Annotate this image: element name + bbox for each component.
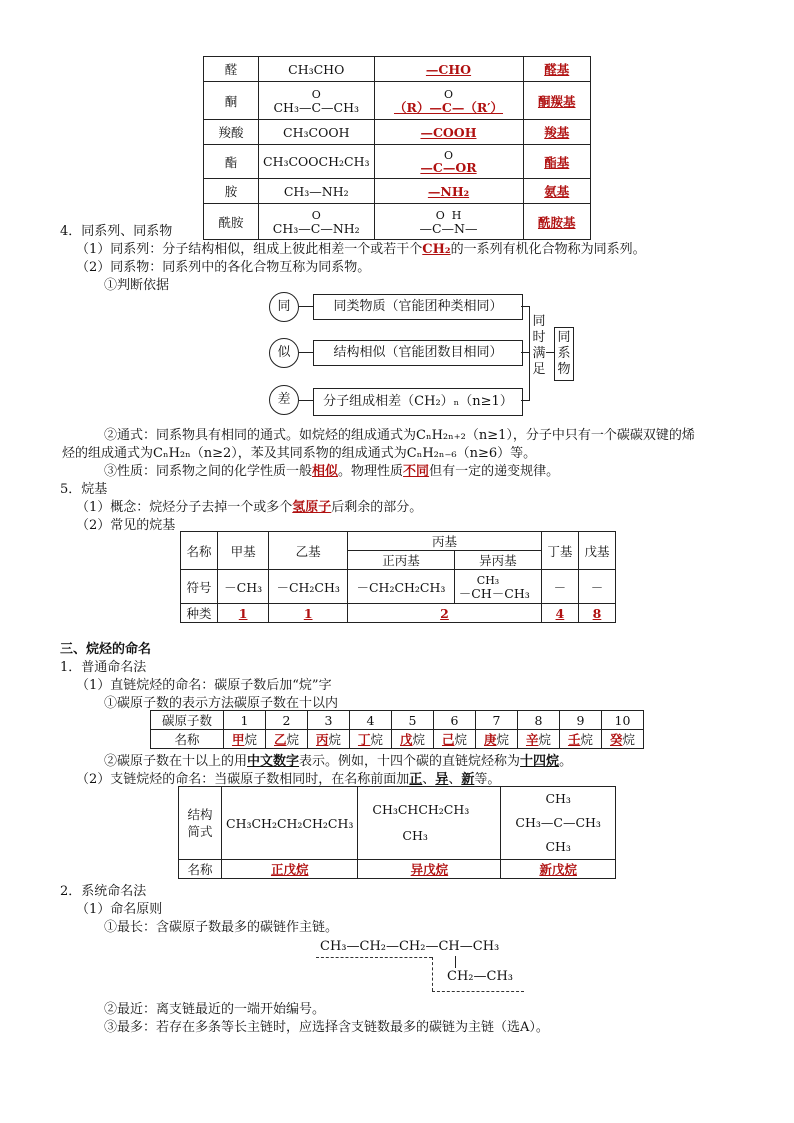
header: 丙基 [348,532,542,551]
example-main: CH₃—C—CH₃ [273,99,360,115]
paragraph: （2）常见的烷基 [76,518,176,533]
formula: CH₃—C—CH₃ [515,815,601,830]
suffix: 烷 [328,732,342,747]
answer: 相似 [312,464,339,479]
subsection-title: 2．系统命名法 [60,884,147,899]
answer: 异 [435,772,449,787]
group-name: 酮羰基 [523,82,591,120]
cell: － [578,570,615,604]
table-row [204,145,591,179]
group: —COOH [374,120,523,145]
text: ②碳原子数在十以上的用 [104,754,248,769]
paragraph: （2）同系物：同系列中的各化合物互称为同系物。 [76,260,371,275]
cell: 异戊烷 [358,860,501,879]
prefix: 甲 [231,732,245,747]
cell: －CH₃ [218,570,269,604]
group: —CHO [374,57,523,82]
example: CH₃COOH [259,120,375,145]
suffix: 烷 [622,732,636,747]
prefix: 乙 [273,732,287,747]
table-row [151,730,644,749]
text: 表示。例如，十四个碳的直链烷烃称为 [299,754,521,769]
text: （1）同系列：分子结构相似，组成上彼此相差一个或若干个 [76,242,423,257]
branch: CH₂—CH₃ [447,969,513,984]
carbon-number: 3 [308,711,350,730]
circle-diff: 差 [269,385,299,415]
answer: 不同 [403,464,430,479]
cell: 新戊烷 [501,860,616,879]
group-name: 醛基 [523,57,591,82]
group-name: 酰胺基 [523,204,591,240]
class-name: 酰胺 [204,204,259,240]
prefix: 戊 [399,732,413,747]
suffix: 烷 [454,732,468,747]
cell [454,570,541,604]
char: 同 [557,330,571,345]
suffix: 烷 [244,732,258,747]
prefix: 丁 [357,732,371,747]
class-name: 羧酸 [204,120,259,145]
cell: 8 [578,604,615,623]
connector [521,400,529,401]
cell: 2 [348,604,542,623]
class-name: 酯 [204,145,259,179]
group-name: 氨基 [523,179,591,204]
paragraph: ②最近：离支链最近的一端开始编号。 [104,1002,326,1017]
table-row [204,57,591,82]
criterion-box: 分子组成相差（CH₂）ₙ（n≥1） [313,388,523,416]
answer: 中文数字 [247,754,300,769]
alkane-name [224,730,266,749]
paragraph [76,496,422,515]
suffix: 烷 [286,732,300,747]
suffix: 烷 [580,732,594,747]
prefix: 癸 [609,732,623,747]
formula: －CH－CH₃ [458,585,530,601]
class-name: 醛 [204,57,259,82]
header: 异丙基 [454,551,541,570]
table-row [204,82,591,120]
circle-same: 同 [269,292,299,322]
class-name: 胺 [204,179,259,204]
group: —NH₂ [374,179,523,204]
char: 满 [532,346,546,361]
carbon-number: 4 [350,711,392,730]
example-main: CH₃—C—NH₂ [272,220,360,236]
substituent: CH₃ [476,573,500,587]
bond [455,956,456,968]
part-title: 三、烷烃的命名 [60,642,152,657]
group-name: 羧基 [523,120,591,145]
main-chain: CH₃—CH₂—CH₂—CH—CH₃ [320,939,500,954]
connector [299,352,313,353]
cell: 4 [541,604,578,623]
paragraph [76,238,646,257]
paragraph [104,750,572,769]
circle-similar: 似 [269,338,299,368]
alkane-name [266,730,308,749]
carbon-number: 9 [560,711,602,730]
char: 足 [532,362,546,377]
header: 甲基 [218,532,269,570]
paragraph: （1）直链烷烃的命名：碳原子数后加“烷”字 [76,678,332,693]
header: 碳原子数 [151,711,224,730]
header: 正丙基 [348,551,455,570]
group-top: O [443,87,454,101]
text: 的一系列有机化合物称为同系列。 [450,242,646,257]
text: 、 [448,772,462,787]
alkane-name [434,730,476,749]
connector [521,352,529,353]
alkane-name [560,730,602,749]
cell: 正戊烷 [222,860,358,879]
section-title: 4．同系列、同系物 [60,224,173,239]
paragraph: ③最多：若存在多条等长主链时，应选择含支链数最多的碳链为主链（选A）。 [104,1020,549,1035]
char: 系 [557,346,571,361]
row-label: 种类 [181,604,218,623]
carbon-number: 1 [224,711,266,730]
char: 时 [532,330,546,345]
header: 丁基 [541,532,578,570]
example [259,204,375,240]
substituent: CH₃ [402,828,428,843]
row-label: 符号 [181,570,218,604]
table-row [204,204,591,240]
class-name: 酮 [204,82,259,120]
alkane-name [518,730,560,749]
paragraph: ①最长：含碳原子数最多的碳链作主链。 [104,920,339,935]
alkane-name [476,730,518,749]
text: 、 [422,772,436,787]
prefix: 丙 [315,732,329,747]
cell: CH₃CH₂CH₂CH₂CH₃ [222,787,358,860]
group-top: O [443,148,454,162]
subsection-title: 1．普通命名法 [60,660,147,675]
connector [521,306,529,307]
table-row [179,787,616,860]
connector [299,306,313,307]
cell [501,787,616,860]
answer: CH₂ [422,242,451,257]
prefix: 辛 [525,732,539,747]
dashed-outline [316,957,432,958]
paragraph: ①碳原子数的表示方法碳原子数在十以内 [104,696,339,711]
paragraph: ②通式：同系物具有相同的通式。如烷烃的组成通式为CₙH₂ₙ₊₂（n≥1），分子中只有一个碳碳双键的烯 [104,428,695,443]
table-row [179,860,616,879]
dashed-outline [432,957,433,991]
prefix: 庚 [483,732,497,747]
example-top: O [311,208,321,222]
cell: －CH₂CH₃ [269,570,348,604]
group-main: —C—OR [420,159,477,175]
header-text: 结构 [187,807,213,822]
answer: 十四烷 [520,754,560,769]
prefix: 壬 [567,732,581,747]
example-top: O [311,87,321,101]
header: 乙基 [269,532,348,570]
paragraph: ①判断依据 [104,278,170,293]
functional-group-table [203,56,591,240]
cell: 1 [269,604,348,623]
carbon-number: 5 [392,711,434,730]
paragraph [76,768,500,787]
table-row [204,120,591,145]
group-name: 酯基 [523,145,591,179]
cell [358,787,501,860]
alkane-name [602,730,644,749]
example: CH₃—NH₂ [259,179,375,204]
suffix: 烷 [370,732,384,747]
paragraph [104,460,559,479]
alkane-name [308,730,350,749]
text: 等。 [474,772,501,787]
table-row [181,604,616,623]
group-main: —C—N— [419,220,478,236]
text: 但有一定的递变规律。 [429,464,560,479]
result-box [554,327,574,381]
example: CH₃CHO [259,57,375,82]
substituent: CH₃ [545,791,571,806]
answer: 氢原子 [292,500,332,515]
cell: － [541,570,578,604]
branched-alkane-table [178,786,616,879]
text: 后剩余的部分。 [331,500,423,515]
header: 名称 [151,730,224,749]
char: 同 [532,314,546,329]
criterion-box: 结构相似（官能团数目相同） [313,340,523,366]
answer: 正 [409,772,423,787]
carbon-number: 8 [518,711,560,730]
connector [529,306,530,401]
carbon-number: 2 [266,711,308,730]
text: （2）支链烷烃的命名：当碳原子数相同时，在名称前面加 [76,772,410,787]
header [179,787,222,860]
carbon-count-table [150,710,644,749]
alkyl-table [180,531,616,623]
condition-label [532,314,546,378]
table-row [181,570,616,604]
table-row [151,711,644,730]
dashed-outline [432,991,524,992]
group [374,145,523,179]
carbon-number: 10 [602,711,644,730]
group [374,204,523,240]
header-text: 简式 [187,824,213,839]
group-main: （R）—C—（R′） [393,99,504,115]
text: 。物理性质 [338,464,404,479]
carbon-number: 7 [476,711,518,730]
table-row [204,179,591,204]
header: 名称 [181,532,218,570]
answer: 新 [461,772,475,787]
connector [299,400,313,401]
suffix: 烷 [496,732,510,747]
carbon-number: 6 [434,711,476,730]
header: 名称 [179,860,222,879]
suffix: 烷 [412,732,426,747]
paragraph: 烃的组成通式为CₙH₂ₙ（n≥2），苯及其同系物的组成通式为CₙH₂ₙ₋₆（n≥6）等。 [62,446,537,461]
cell: 1 [218,604,269,623]
suffix: 烷 [538,732,552,747]
formula: CH₃CHCH₂CH₃ [372,802,470,817]
paragraph: （1）命名原则 [76,902,163,917]
substituent: CH₃ [545,839,571,854]
connector [546,352,554,353]
section-title: 5．烷基 [60,482,108,497]
text: 。 [559,754,573,769]
example: CH₃COOCH₂CH₃ [259,145,375,179]
group-top: O H [435,208,462,222]
prefix: 己 [441,732,455,747]
example [259,82,375,120]
alkane-name [350,730,392,749]
char: 物 [557,362,571,377]
text: ③性质：同系物之间的化学性质一般 [104,464,313,479]
header: 戊基 [578,532,615,570]
alkane-name [392,730,434,749]
group [374,82,523,120]
cell: －CH₂CH₂CH₃ [348,570,455,604]
table-row [181,532,616,551]
text: （1）概念：烷烃分子去掉一个或多个 [76,500,293,515]
criterion-box: 同类物质（官能团种类相同） [313,294,523,320]
